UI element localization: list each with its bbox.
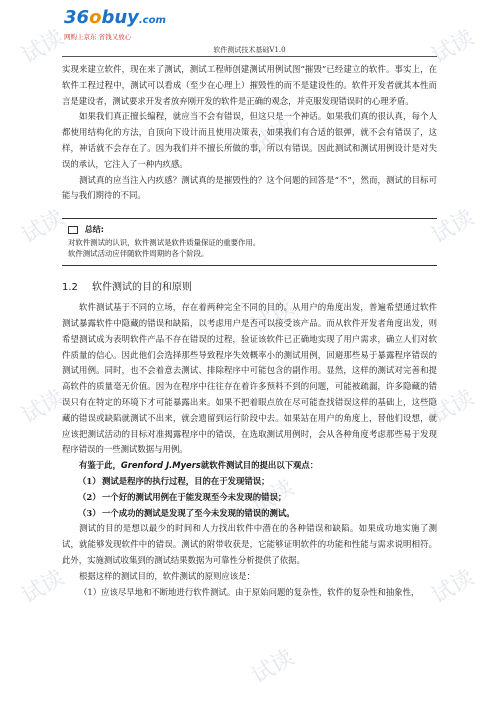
summary-line: 对软件测试的认识，软件测试是软件质量保证的重要作用。 [68,238,261,248]
watermark: 试读 [17,385,69,430]
watermark: 试读 [247,115,299,160]
watermark: 试读 [17,205,69,250]
principle-item: （2）一个好的测试用例在于能发现至今未发现的错误； [78,491,287,502]
page-content [62,62,437,600]
watermark: 试读 [17,25,69,70]
logo-wordmark: 36obuy.com [64,7,166,28]
watermark: 试读 [427,205,479,250]
header-rule [62,56,437,57]
section-number: 1.2 [62,282,78,294]
watermark: 试读 [427,25,479,70]
paragraph: 如果我们真正擅长编程，就应当不会有错误，但这只是一个神话。如果我们真的很认真，每个人都使用结构化的方法，自顶向下设计而且使用决策表，如果我们有合适的银弹，就不会有错误了，这样，神话就不会存在了。因为我们并不擅长所做的事，所以有错误。因此测试和测试用例设计是对失误的承认，它注入了一种内疚感。 [62,111,437,169]
summary-line: 软件测试活动应伴随软件周期的各个阶段。 [68,249,209,259]
watermark: 试读 [247,475,299,520]
paragraph: 测试真的应当注入内疚感？测试真的是摧毁性的？这个问题的回答是“不”，然而，测试的目标可能与我们期待的不同。 [62,174,437,201]
paragraph: 根据这样的测试目的，软件测试的原则应该是： [79,570,255,581]
author-name: Grenford J.Myers [120,460,201,471]
logo-slogan: 网购上京东 省钱又放心 [64,33,132,41]
running-header: 软件测试技术基础V1.0 [213,46,286,54]
watermark: 试读 [427,565,479,610]
section-title: 软件测试的目的和原则 [92,282,192,294]
book-icon [68,226,78,234]
summary-heading: 总结: [68,223,431,237]
paragraph: 软件测试基于不同的立场，存在着两种完全不同的目的。从用户的角度出发，普遍希望通过软件测试暴露软件中隐藏的错误和缺陷，以考虑用户是否可以接受该产品。而从软件开发者角度出发，则希望测试成为表明软件产品不存在错误的过程，验证该软件已正确地实现了用户需求，确立人们对软件质量的信心。因此他们会选择那些导致程序失效概率小的测试用例，回避那些易于暴露程序错误的测试用例。同时，也不会着意去测试、排除程序中可能包含的副作用。显然，这样的测试对完善和提高软件的质量毫无价值。因为在程序中往往存在着许多预料不到的问题，可能被疏漏，许多隐藏的错误只有在特定的环境下才可能暴露出来。如果不把着眼点放在尽可能查找错误这样的基础上，这些隐藏的错误或缺陷就测试不出来，就会遗留到运行阶段中去。如果站在用户的角度上，替他们设想，就应该把测试活动的目标对准揭露程序中的错误，在选取测试用例时，会从各种角度考虑那些易于发现程序错误的一些测试数据与用例。 [62,302,437,455]
watermark: 试读 [247,645,299,690]
section-heading [62,280,437,296]
principle-item: （1）测试是程序的执行过程，目的在于发现错误； [78,475,270,486]
paragraph: 实现来建立软件，现在来了测试，测试工程师创建测试用例试图“摧毁”已经建立的软件。事实上，在软件工程过程中，测试可以看成（至少在心理上）摧毁性的而不是建设性的。软件开发者就其本性而言是建设者，测试要求开发者放弃刚开发的软件是正确的观念，并克服发现错误时的心理矛盾。 [62,64,437,106]
watermark: 试读 [17,565,69,610]
paragraph: 测试的目的是想以最少的时间和人力找出软件中潜在的各种错误和缺陷。如果成功地实施了测试，就能够发现软件中的错误。测试的附带收获是，它能够证明软件的功能和性能与需求说明相符。此外，实施测试收集到的测试结果数据为可靠性分析提供了依据。 [62,523,437,565]
brand-logo [64,8,174,42]
watermark: 试读 [247,295,299,340]
summary-box [62,218,437,266]
watermark: 试读 [427,385,479,430]
paragraph: （1）应该尽早地和不断地进行软件测试。由于原始问题的复杂性，软件的复杂性和抽象性， [79,586,420,597]
myers-statement: 有鉴于此，Grenford J.Myers就软件测试目的提出以下观点： [79,460,319,471]
principle-item: （3）一个成功的测试是发现了至今未发现的错误的测试。 [78,507,295,518]
